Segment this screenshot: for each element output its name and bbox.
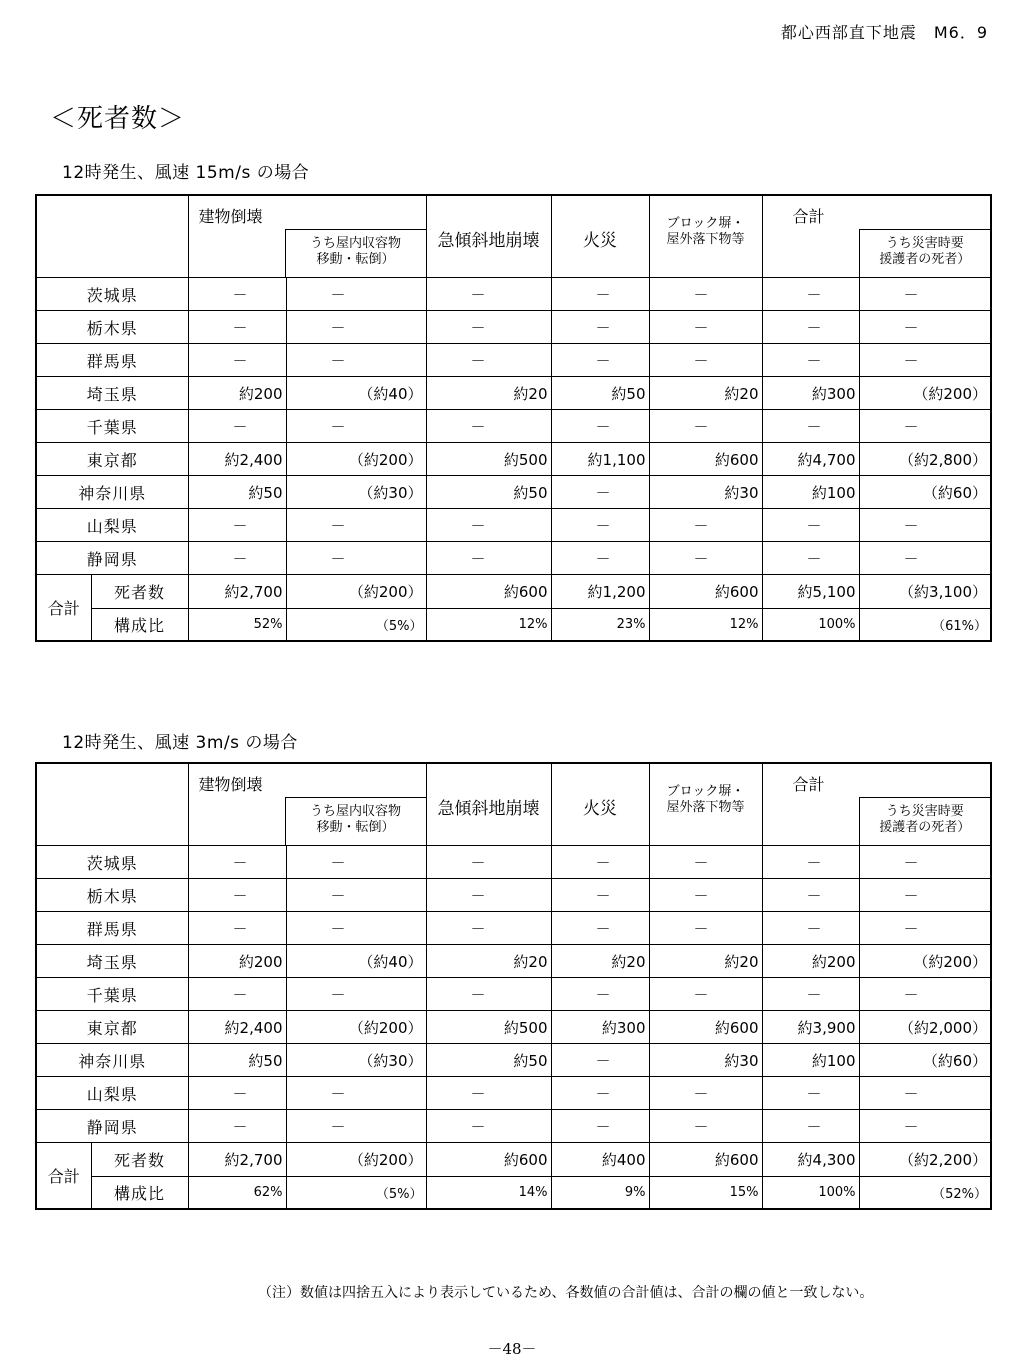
ratio-value: 62% [188,1177,286,1209]
ratio-value: （61%） [859,609,991,641]
cell-value: 約20 [551,945,649,978]
cell-value: － [286,344,426,377]
header-total [762,763,991,846]
cell-value: － [762,278,859,311]
ratio-value: 52% [188,609,286,641]
cell-value: － [426,509,551,542]
cell-value: － [188,542,286,575]
total-label: 合計 [36,1143,91,1209]
cell-value: － [649,1110,762,1143]
cell-value: － [551,311,649,344]
cell-value: － [551,278,649,311]
table-row [36,542,991,575]
footnote: （注）数値は四捨五入により表示しているため、各数値の合計値は、合計の欄の値と一致しない。 [258,1285,874,1301]
table-row [36,410,991,443]
header-building-collapse [188,763,426,846]
cell-value: － [426,1110,551,1143]
ratio-value: 100% [762,1177,859,1209]
cell-value: － [188,879,286,912]
prefecture-name: 東京都 [36,443,188,476]
cell-value: － [426,311,551,344]
header-building-collapse [188,195,426,278]
cell-value: 約50 [551,377,649,410]
header-block-line1: ブロック塀・ [666,216,745,231]
cell-value: － [188,846,286,879]
cell-value: － [286,509,426,542]
ratio-value: （5%） [286,1177,426,1209]
prefecture-name: 群馬県 [36,912,188,945]
header-slope: 急傾斜地崩壊 [426,195,551,278]
cell-value: （約60） [859,476,991,509]
cell-value: － [649,1077,762,1110]
cell-value: 約600 [649,1011,762,1044]
table-1-title: 12時発生、風速 15m/s の場合 [62,163,310,183]
cell-value: 約200 [188,377,286,410]
header-building-label: 建物倒壊 [198,207,263,226]
cell-value: （約200） [286,443,426,476]
ratio-value: 12% [649,609,762,641]
cell-value: － [551,879,649,912]
prefecture-name: 栃木県 [36,879,188,912]
cell-value: － [762,410,859,443]
cell-value: （約30） [286,476,426,509]
cell-value: － [859,879,991,912]
cell-value: （約200） [286,1011,426,1044]
table-row [36,476,991,509]
header-total-sub-line2: 援護者の死者） [879,820,971,835]
header-block-line1: ブロック塀・ [666,784,745,799]
total-deaths-value: 約2,700 [188,575,286,609]
cell-value: 約500 [426,1011,551,1044]
cell-value: 約1,100 [551,443,649,476]
cell-value: 約20 [426,377,551,410]
cell-value: － [551,476,649,509]
prefecture-name: 静岡県 [36,1110,188,1143]
header-fire: 火災 [551,763,649,846]
cell-value: － [649,978,762,1011]
cell-value: 約2,400 [188,1011,286,1044]
total-deaths-value: 約400 [551,1143,649,1177]
cell-value: － [859,344,991,377]
header-building-label: 建物倒壊 [198,775,263,794]
header-total-sub-line1: うち災害時要 [885,804,964,819]
prefecture-name: 東京都 [36,1011,188,1044]
total-deaths-value: 約4,300 [762,1143,859,1177]
cell-value: － [649,542,762,575]
total-deaths-value: 約1,200 [551,575,649,609]
cell-value: 約20 [426,945,551,978]
cell-value: 約300 [551,1011,649,1044]
cell-value: 約100 [762,476,859,509]
cell-value: － [551,1044,649,1077]
cell-value: 約100 [762,1044,859,1077]
cell-value: － [426,846,551,879]
cell-value: － [551,912,649,945]
total-deaths-value: 約600 [649,575,762,609]
cell-value: － [426,410,551,443]
header-fire: 火災 [551,195,649,278]
ratio-value: （5%） [286,609,426,641]
cell-value: （約60） [859,1044,991,1077]
cell-value: － [859,912,991,945]
header-corner [36,195,188,278]
table-row [36,344,991,377]
cell-value: － [551,1110,649,1143]
prefecture-name: 群馬県 [36,344,188,377]
total-deaths-value: 約600 [426,575,551,609]
cell-value: － [188,1077,286,1110]
scenario-label: 都心西部直下地震 M6．9 [780,23,988,42]
cell-value: － [551,978,649,1011]
header-block [649,195,762,278]
page-number: －48－ [487,1340,537,1358]
cell-value: 約300 [762,377,859,410]
cell-value: 約3,900 [762,1011,859,1044]
cell-value: － [859,311,991,344]
ratio-value: 12% [426,609,551,641]
table-row [36,609,991,641]
table-row [36,1077,991,1110]
cell-value: － [426,1077,551,1110]
cell-value: － [286,1077,426,1110]
prefecture-name: 山梨県 [36,1077,188,1110]
table-row [36,1011,991,1044]
prefecture-name: 埼玉県 [36,945,188,978]
cell-value: － [649,912,762,945]
header-building-sub [285,229,426,277]
cell-value: 約30 [649,476,762,509]
cell-value: － [859,978,991,1011]
prefecture-name: 山梨県 [36,509,188,542]
cell-value: － [551,1077,649,1110]
table-row [36,846,991,879]
cell-value: 約50 [188,1044,286,1077]
cell-value: － [762,846,859,879]
table-row [36,978,991,1011]
cell-value: 約4,700 [762,443,859,476]
cell-value: 約600 [649,443,762,476]
cell-value: － [649,879,762,912]
table-row [36,509,991,542]
cell-value: （約2,800） [859,443,991,476]
cell-value: － [859,278,991,311]
cell-value: － [859,509,991,542]
prefecture-name: 神奈川県 [36,1044,188,1077]
total-deaths-value: （約200） [286,1143,426,1177]
ratio-value: 100% [762,609,859,641]
cell-value: － [649,311,762,344]
total-deaths-value: （約3,100） [859,575,991,609]
cell-value: － [859,846,991,879]
prefecture-name: 千葉県 [36,410,188,443]
cell-value: 約20 [649,377,762,410]
cell-value: － [188,978,286,1011]
header-building-sub [285,797,426,845]
cell-value: － [762,1110,859,1143]
prefecture-name: 茨城県 [36,278,188,311]
cell-value: （約2,000） [859,1011,991,1044]
total-deaths-value: 約600 [649,1143,762,1177]
table-row [36,879,991,912]
cell-value: （約200） [859,945,991,978]
cell-value: 約50 [426,476,551,509]
header-total-label: 合計 [792,775,825,794]
ratio-value: 14% [426,1177,551,1209]
table-row [36,443,991,476]
ratio-value: 9% [551,1177,649,1209]
prefecture-name: 埼玉県 [36,377,188,410]
cell-value: 約200 [762,945,859,978]
cell-value: 約2,400 [188,443,286,476]
cell-value: － [426,912,551,945]
cell-value: 約200 [188,945,286,978]
total-deaths-value: （約200） [286,575,426,609]
cell-value: － [551,344,649,377]
header-total-sub [859,229,991,277]
cell-value: － [859,1077,991,1110]
table-row [36,575,991,609]
cell-value: （約40） [286,945,426,978]
header-total-sub-line2: 援護者の死者） [879,252,971,267]
table-row [36,912,991,945]
cell-value: － [286,1110,426,1143]
table-row [36,278,991,311]
cell-value: － [551,542,649,575]
cell-value: － [188,1110,286,1143]
table-row [36,377,991,410]
cell-value: － [762,912,859,945]
header-corner [36,763,188,846]
cell-value: － [426,879,551,912]
cell-value: － [188,912,286,945]
cell-value: － [426,278,551,311]
cell-value: － [551,846,649,879]
prefecture-name: 神奈川県 [36,476,188,509]
header-building-sub-line1: うち屋内収容物 [309,236,401,251]
total-deaths-value: 約2,700 [188,1143,286,1177]
header-block-line2: 屋外落下物等 [666,232,745,247]
cell-value: － [762,1077,859,1110]
ratio-value: （52%） [859,1177,991,1209]
table-row [36,311,991,344]
ratio-value: 15% [649,1177,762,1209]
cell-value: － [859,410,991,443]
cell-value: 約50 [426,1044,551,1077]
cell-value: 約500 [426,443,551,476]
header-total [762,195,991,278]
prefecture-name: 茨城県 [36,846,188,879]
header-total-sub-line1: うち災害時要 [885,236,964,251]
header-total-sub [859,797,991,845]
cell-value: － [762,344,859,377]
deaths-label: 死者数 [91,1143,188,1177]
header-block [649,763,762,846]
cell-value: － [859,1110,991,1143]
header-building-sub-line2: 移動・転倒） [316,252,395,267]
cell-value: － [188,410,286,443]
cell-value: － [426,978,551,1011]
cell-value: （約200） [859,377,991,410]
table-row [36,1110,991,1143]
cell-value: － [188,278,286,311]
header-total-label: 合計 [792,207,825,226]
cell-value: － [649,410,762,443]
cell-value: － [426,344,551,377]
ratio-label: 構成比 [91,609,188,641]
cell-value: － [649,509,762,542]
cell-value: 約30 [649,1044,762,1077]
total-deaths-value: 約5,100 [762,575,859,609]
header-block-line2: 屋外落下物等 [666,800,745,815]
cell-value: － [188,344,286,377]
cell-value: （約30） [286,1044,426,1077]
cell-value: － [188,311,286,344]
cell-value: － [286,542,426,575]
cell-value: － [286,912,426,945]
cell-value: － [551,410,649,443]
cell-value: － [286,278,426,311]
cell-value: － [762,879,859,912]
prefecture-name: 静岡県 [36,542,188,575]
total-deaths-value: （約2,200） [859,1143,991,1177]
cell-value: 約20 [649,945,762,978]
cell-value: － [286,978,426,1011]
cell-value: － [286,410,426,443]
prefecture-name: 栃木県 [36,311,188,344]
cell-value: 約50 [188,476,286,509]
ratio-value: 23% [551,609,649,641]
cell-value: － [426,542,551,575]
cell-value: － [859,542,991,575]
table-row [36,1044,991,1077]
cell-value: － [762,509,859,542]
cell-value: － [286,311,426,344]
table-2-title: 12時発生、風速 3m/s の場合 [62,733,298,753]
page-title: ＜死者数＞ [50,104,186,134]
ratio-label: 構成比 [91,1177,188,1209]
table-row [36,1177,991,1209]
cell-value: － [188,509,286,542]
total-deaths-value: 約600 [426,1143,551,1177]
header-slope: 急傾斜地崩壊 [426,763,551,846]
table-row [36,945,991,978]
cell-value: － [649,846,762,879]
cell-value: － [762,978,859,1011]
prefecture-name: 千葉県 [36,978,188,1011]
total-label: 合計 [36,575,91,641]
deaths-table-wind-3 [35,762,992,1210]
cell-value: （約40） [286,377,426,410]
cell-value: － [762,311,859,344]
cell-value: － [286,846,426,879]
header-building-sub-line1: うち屋内収容物 [309,804,401,819]
deaths-table-wind-15 [35,194,992,642]
cell-value: － [551,509,649,542]
cell-value: － [762,542,859,575]
cell-value: － [286,879,426,912]
cell-value: － [649,344,762,377]
table-row [36,1143,991,1177]
cell-value: － [649,278,762,311]
deaths-label: 死者数 [91,575,188,609]
header-building-sub-line2: 移動・転倒） [316,820,395,835]
